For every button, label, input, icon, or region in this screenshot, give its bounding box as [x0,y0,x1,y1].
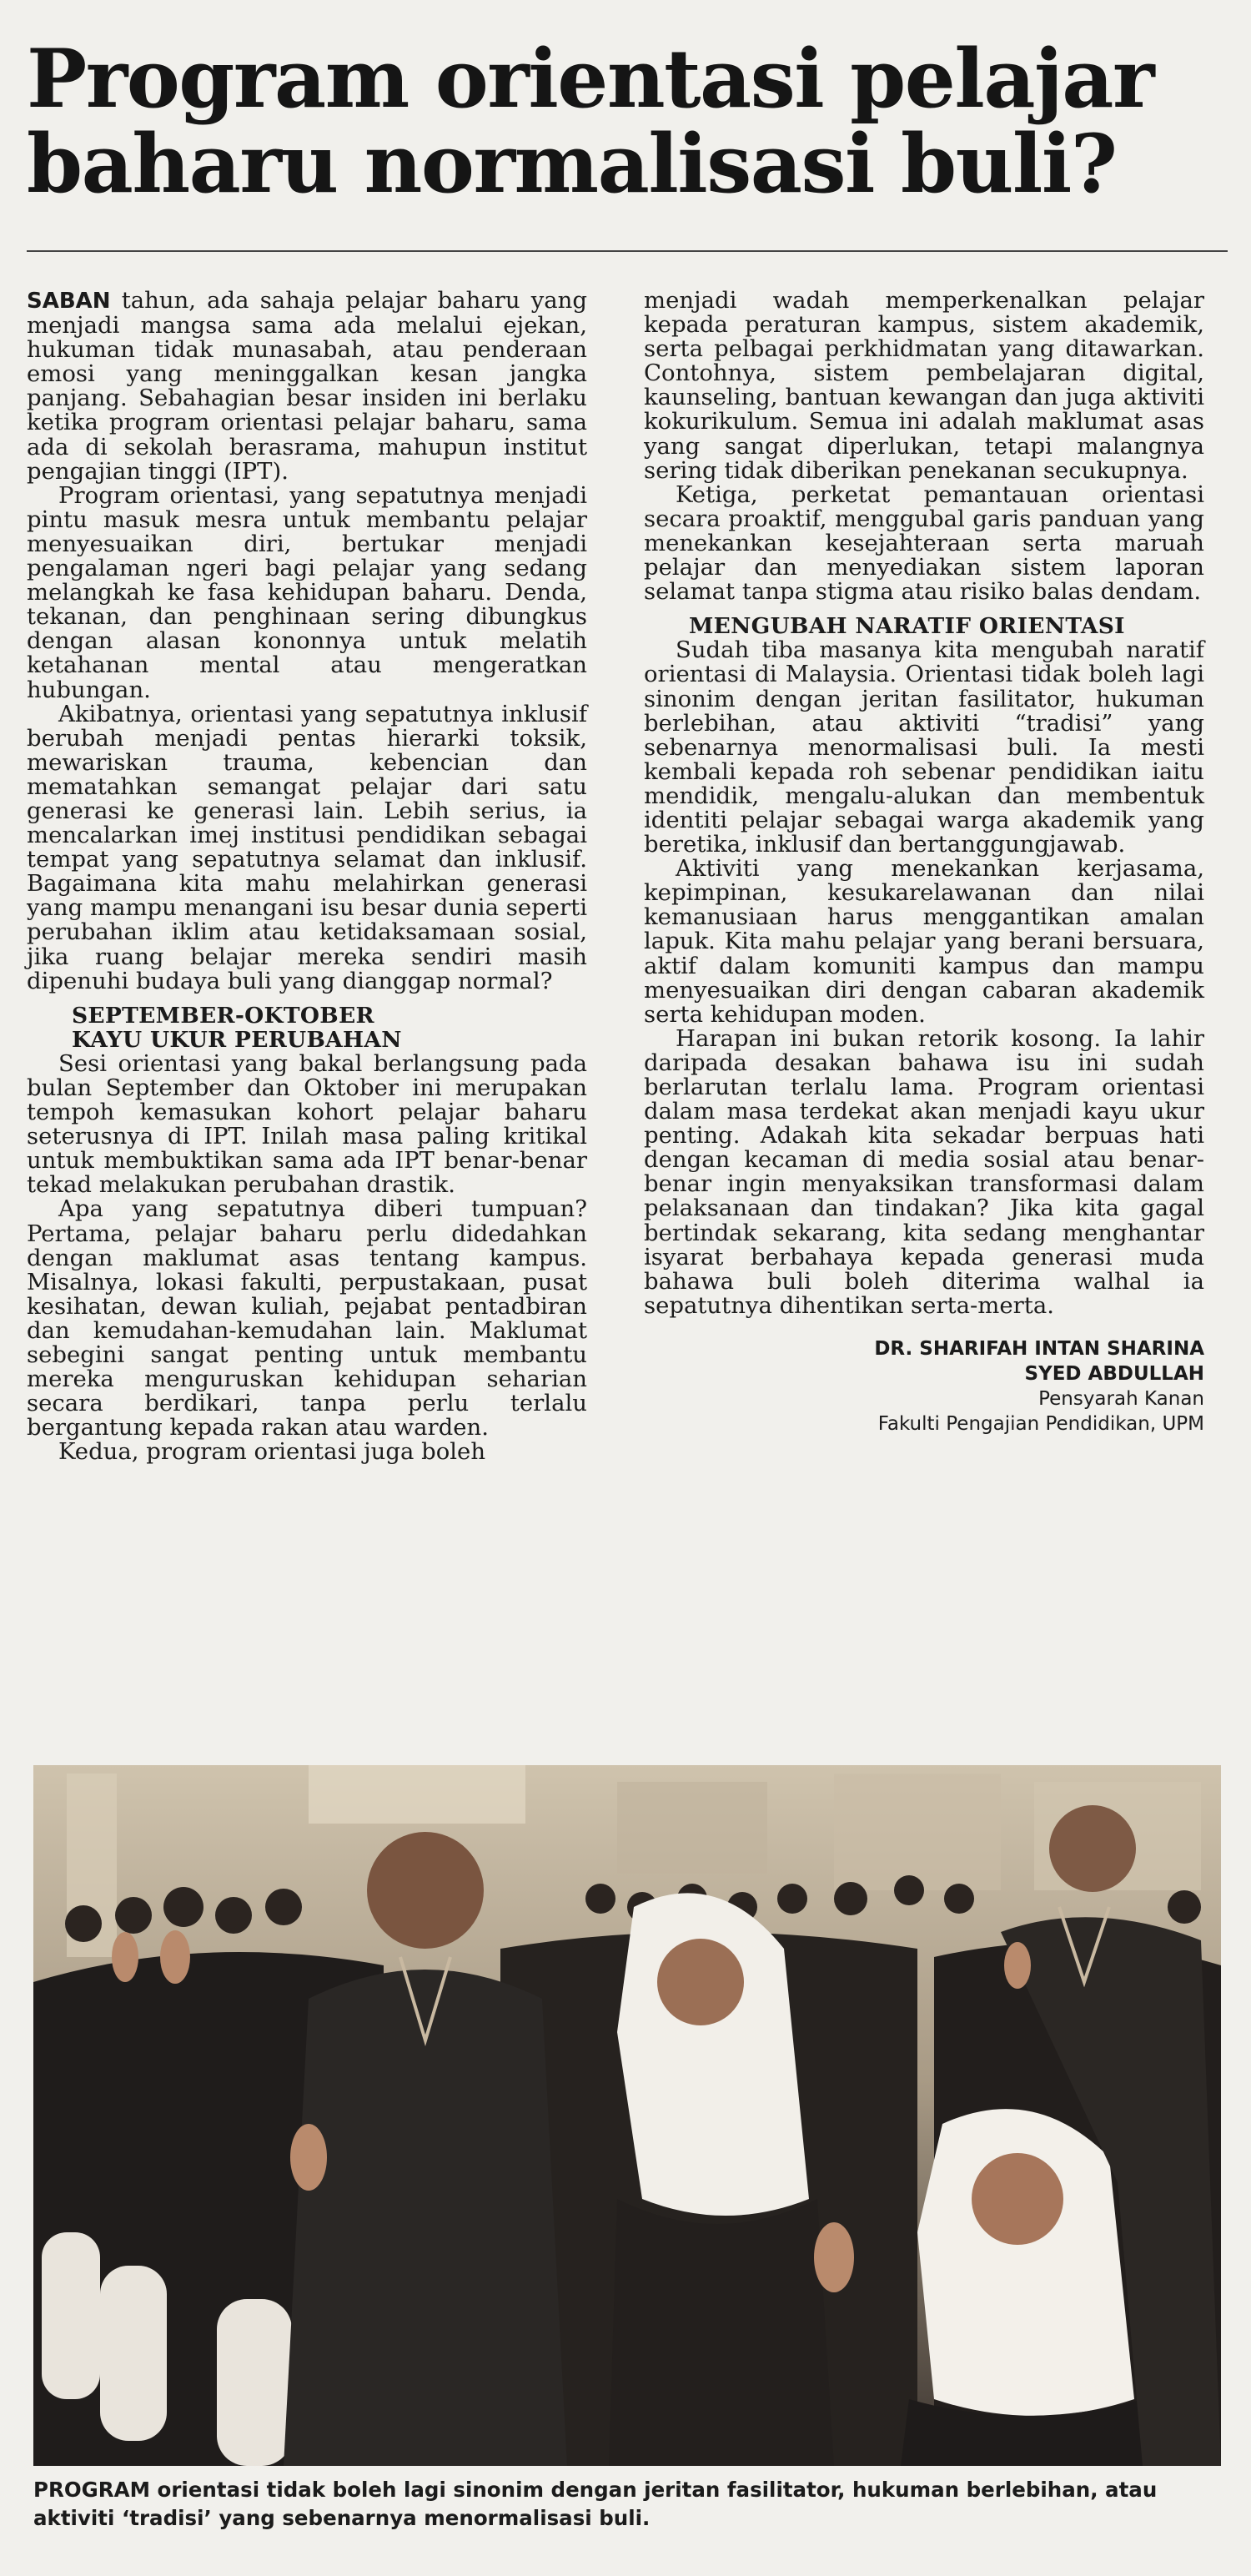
article-paragraph: Sudah tiba masanya kita mengubah naratif orientasi di Malaysia. Orientasi tidak boleh lagi sinonim dengan jeritan fasilitator, hukuman berlebihan, atau aktiviti “tradisi” yang sebenarnya menormalisasi buli. Ia mesti kembali kepada roh sebenar pendidikan iaitu mendidik, mengalu-alukan dan membentuk identiti pelajar sebagai warga akademik yang beretika, inklusif dan bertanggungjawab. [644,636,1204,858]
article-column-left [27,289,587,1465]
article-column-right [644,289,1204,1436]
students-oath-photo [33,1765,1221,2466]
lead-word: SABAN [27,289,111,314]
author-faculty: Fakulti Pengajian Pendidikan, UPM [877,1412,1204,1435]
author-byline [644,1336,1204,1436]
subheading [72,1004,587,1052]
author-title: Pensyarah Kanan [1038,1387,1204,1410]
headline-line-2: baharu normalisasi buli? [27,117,1117,211]
article-paragraph: Sesi orientasi yang bakal berlangsung pada bulan September dan Oktober ini merupakan tempoh kemasukan kohort pelajar baharu seterusnya di IPT. Inilah masa paling kritikal untuk membuktikan sama ada IPT benar-benar tekad melakukan perubahan drastik. [27,1049,587,1199]
article-paragraph: Aktiviti yang menekankan kerjasama, kepimpinan, kesukarelawanan dan nilai kemanusiaan harus menggantikan amalan lapuk. Kita mahu pelajar yang berani bersuara, aktif dalam komuniti kampus dan mampu menyesuaikan diri dengan cabaran akademik serta kehidupan moden. [644,855,1204,1028]
article-paragraph: menjadi wadah memperkenalkan pelajar kepada peraturan kampus, sistem akademik, serta pelbagai perkhidmatan yang ditawarkan. Contohnya, sistem pembelajaran digital, kaunseling, bantuan kewangan dan juga aktiviti kokurikulum. Semua ini adalah maklumat asas yang sangat diperlukan, tetapi malangnya sering tidak diberikan penekanan secukupnya. [644,287,1204,484]
caption-lead-word: PROGRAM [33,2478,150,2502]
headline [27,32,1228,211]
author-name-line-1: DR. SHARIFAH INTAN SHARINA [874,1337,1204,1360]
article-paragraph: Kedua, program orientasi juga boleh [58,1438,486,1466]
headline-divider [27,250,1228,252]
article-paragraph: Apa yang sepatutnya diberi tumpuan? Pertama, pelajar baharu perlu didedahkan dengan maklumat asas tentang kampus. Misalnya, lokasi fakulti, perpustakaan, pusat kesihatan, dewan kuliah, pejabat pentadbiran dan kemudahan-kemudahan lain. Maklumat sebegini sangat penting untuk membantu mereka menguruskan kehidupan seharian secara berdikari, tanpa perlu terlalu bergantung kepada rakan atau warden. [27,1195,587,1441]
subheading [689,614,1204,638]
headline-line-1: Program orientasi pelajar [27,32,1154,126]
article-paragraph: Akibatnya, orientasi yang sepatutnya inklusif berubah menjadi pentas hierarki toksik, mewariskan trauma, kebencian dan mematahkan semangat pelajar dari satu generasi ke generasi lain. Lebih serius, ia mencalarkan imej institusi pendidikan sebagai tempat yang sepatutnya selamat dan inklusif. Bagaimana kita mahu melahirkan generasi yang mampu menangani isu besar dunia seperti perubahan iklim atau ketidaksamaan sosial, jika ruang belajar mereka sendiri masih dipenuhi budaya buli yang dianggap normal? [27,700,587,994]
article-paragraph: Harapan ini bukan retorik kosong. Ia lahir daripada desakan bahawa isu ini sudah berlarutan terlalu lama. Program orientasi dalam masa terdekat akan menjadi kayu ukur penting. Adakah kita sekadar berpuas hati dengan kecaman di media sosial atau benar-benar ingin menyaksikan transformasi dalam pelaksanaan dan tindakan? Jika kita gagal bertindak sekarang, kita sedang menghantar isyarat berbahaya kepada generasi muda bahawa buli boleh diterima walhal ia sepatutnya dihentikan serta-merta. [644,1024,1204,1319]
author-name-line-2: SYED ABDULLAH [1024,1362,1204,1385]
subheading-line-2: KAYU UKUR PERUBAHAN [72,1026,402,1053]
article-paragraph: Program orientasi, yang sepatutnya menjadi pintu masuk mesra untuk membantu pelajar menyesuaikan diri, bertukar menjadi pengalaman ngeri bagi pelajar yang sedang melangkah ke fasa kehidupan baharu. Denda, tekanan, dan penghinaan sering dibungkus dengan alasan kononnya untuk melatih ketahanan mental atau mengeratkan hubungan. [27,481,587,703]
article-photo [33,1765,1221,2466]
article-paragraph: SABAN tahun, ada sahaja pelajar baharu yang menjadi mangsa sama ada melalui ejekan, hukuman tidak munasabah, atau penderaan emosi yang meninggalkan kesan jangka panjang. Sebahagian besar insiden ini berlaku ketika program orientasi pelajar baharu, sama ada di sekolah berasrama, mahupun institut pengajian tinggi (IPT). [27,287,587,485]
photo-caption [33,2476,1221,2533]
caption-text: orientasi tidak boleh lagi sinonim dengan jeritan fasilitator, hukuman berlebihan, atau aktiviti ‘tradisi’ yang sebenarnya menormalisasi buli. [33,2478,1158,2530]
subheading-line-1: MENGUBAH NARATIF ORIENTASI [689,613,1125,640]
article-paragraph: Ketiga, perketat pemantauan orientasi secara proaktif, menggubal garis panduan yang menekankan kesejahteraan serta maruah pelajar dan menyediakan sistem laporan selamat tanpa stigma atau risiko balas dendam. [644,480,1204,606]
subheading-line-1: SEPTEMBER-OKTOBER [72,1002,374,1029]
